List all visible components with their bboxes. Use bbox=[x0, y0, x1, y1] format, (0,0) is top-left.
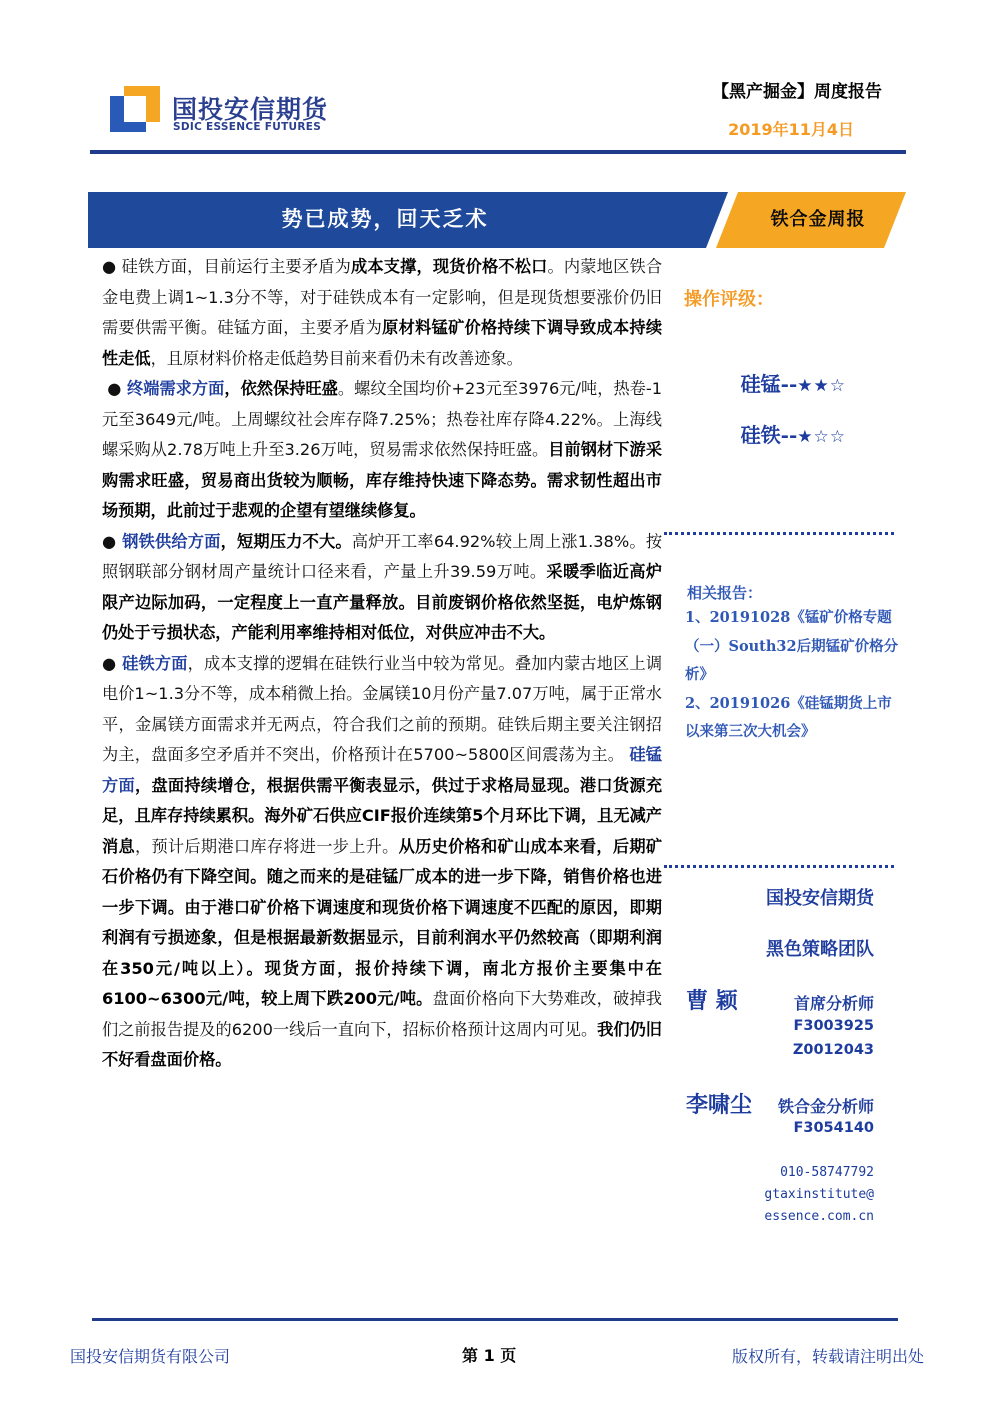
footer-divider bbox=[92, 1318, 898, 1321]
analyst-license: F3003925 bbox=[793, 1018, 874, 1034]
header-divider bbox=[90, 150, 906, 154]
related-report-link[interactable]: 1、20191028《锰矿价格专题（一）South32后期锰矿价格分析》 bbox=[685, 609, 899, 683]
footer-company: 国投安信期货有限公司 bbox=[70, 1347, 231, 1366]
team-name: 黑色策略团队 bbox=[766, 939, 874, 960]
paragraph-ferroalloy: ● 硅铁方面，成本支撑的逻辑在硅铁行业当中较为常见。叠加内蒙古地区上调电价1~1.3分不等，成本稍微上抬。金属镁10月份产量7.07万吨，属于正常水平，金属镁方面需求并无两点，符合我们之前的预期。硅铁后期主要关注钢招为主，盘面多空矛盾并不突出，价格预计在5700~5800区间震荡为主。 硅锰方面，盘面持续增仓，根据供需平衡表显示，供过于求格局显现。港口货源充足，且库存持续累积。海外矿石供应CIF报价连续第5个月环比下调，且无减产消息，预计后期港口库存将进一步上升。从历史价格和矿山成本来看，后期矿石价格仍有下降空间。随之而来的是硅锰厂成本的进一步下降，销售价格也进一步下调。由于港口矿价格下调速度和现货价格下调速度不匹配的原因，即期利润有亏损迹象，但是根据最新数据显示，目前利润水平仍然较高（即期利润在350元/吨以上）。现货方面，报价持续下调，南北方报价主要集中在6100~6300元/吨，较上周下跌200元/吨。盘面价格向下大势难改，破掉我们之前报告提及的6200一线后一直向下，招标价格预计这周内可见。我们仍旧不好看盘面价格。 bbox=[102, 653, 663, 1069]
star-rating-icon: ★☆☆ bbox=[797, 427, 846, 447]
paragraph-supply: ● 钢铁供给方面，短期压力不大。高炉开工率64.92%较上周上涨1.38%。按照钢联部分钢材周产量统计口径来看，产量上升39.59万吨。采暖季临近高炉限产边际加码，一定程度上一直产量释放。目前废钢价格依然坚挺，电炉炼钢仍处于亏损状态，产能利用率维持相对低位，对供应冲击不大。 bbox=[102, 531, 663, 642]
paragraph-summary: ● 硅铁方面，目前运行主要矛盾为成本支撑，现货价格不松口。内蒙地区铁合金电费上调1~1.3分不等，对于硅铁成本有一定影响，但是现货想要涨价仍旧需要供需平衡。硅锰方面，主要矛盾为原材料锰矿价格持续下调导致成本持续性走低，且原材料价格走低趋势目前来看仍未有改善迹象。 bbox=[102, 257, 663, 368]
analyst-name: 曹 颖 bbox=[686, 989, 738, 1014]
contact-email[interactable]: gtaxinstitute@ bbox=[764, 1187, 874, 1202]
analyst-license: Z0012043 bbox=[792, 1042, 874, 1058]
report-body bbox=[102, 252, 662, 1076]
rating-ferrosilicon: 硅铁--★☆☆ bbox=[740, 423, 846, 447]
rating-label: 操作评级： bbox=[684, 289, 774, 310]
bullet: ● bbox=[107, 379, 122, 398]
analyst-name: 李啸尘 bbox=[686, 1093, 753, 1118]
report-category: 铁合金周报 bbox=[770, 209, 866, 230]
contact-phone: 010-58747792 bbox=[780, 1165, 874, 1180]
section-divider bbox=[664, 865, 894, 868]
paragraph-demand: ● 终端需求方面，依然保持旺盛。螺纹全国均价+23元至3976元/吨，热卷-1元至3649元/吨。上周螺纹社会库存降7.25%；热卷社库存降4.22%。上海线螺采购从2.78万吨上升至3.26万吨，贸易需求依然保持旺盛。目前钢材下游采购需求旺盛，贸易商出货较为顺畅，库存维持快速下降态势。需求韧性超出市场预期，此前过于悲观的企望有望继续修复。 bbox=[102, 379, 663, 520]
related-report-link[interactable]: 2、20191026《硅锰期货上市以来第三次大机会》 bbox=[685, 694, 892, 740]
bullet: ● bbox=[102, 531, 117, 551]
team-company: 国投安信期货 bbox=[766, 888, 874, 909]
page-number: 第 1 页 bbox=[462, 1346, 517, 1365]
company-name-cn: 国投安信期货 bbox=[172, 95, 329, 124]
bullet: ● bbox=[102, 653, 117, 673]
bullet: ● bbox=[102, 257, 117, 276]
section-divider bbox=[664, 532, 894, 535]
star-rating-icon: ★★☆ bbox=[797, 376, 846, 396]
footer-copyright: 版权所有，转载请注明出处 bbox=[731, 1347, 924, 1366]
report-date: 2019年11月4日 bbox=[728, 120, 854, 139]
analyst-license: F3054140 bbox=[793, 1120, 874, 1136]
analyst-role: 首席分析师 bbox=[793, 994, 874, 1013]
report-type: 【黑产掘金】周度报告 bbox=[712, 82, 882, 102]
contact-email[interactable]: essence.com.cn bbox=[764, 1209, 874, 1224]
rating-silicomanganese: 硅锰--★★☆ bbox=[740, 372, 846, 396]
report-title: 势已成势，回天乏术 bbox=[281, 206, 489, 231]
related-reports-list bbox=[685, 604, 900, 747]
company-name-en: SDIC ESSENCE FUTURES bbox=[173, 121, 322, 133]
analyst-role: 铁合金分析师 bbox=[777, 1097, 874, 1116]
related-reports-title: 相关报告： bbox=[687, 584, 763, 602]
company-logo-icon bbox=[110, 86, 160, 132]
